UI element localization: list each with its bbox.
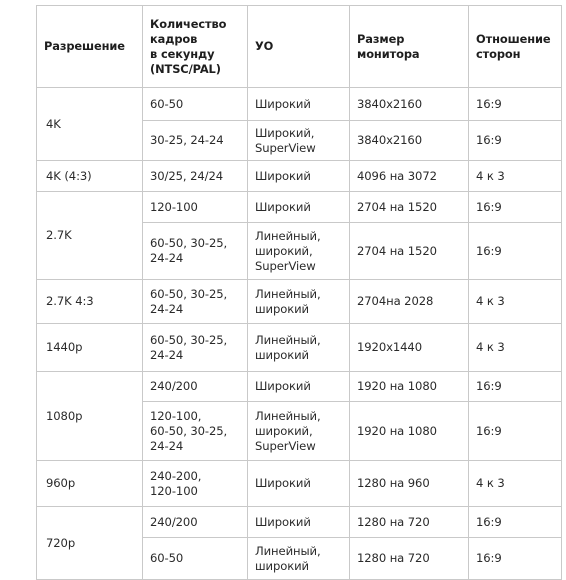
cell-fov: Широкий bbox=[248, 461, 350, 507]
cell-fov: Широкий bbox=[248, 161, 350, 192]
cell-monitor-size: 3840x2160 bbox=[350, 121, 469, 161]
cell-fps: 60-50, 30-25, 24-24 bbox=[143, 280, 248, 324]
header-monitor-size: Размер монитора bbox=[350, 6, 469, 88]
cell-fov: Широкий bbox=[248, 192, 350, 223]
header-resolution: Разрешение bbox=[37, 6, 143, 88]
table-row bbox=[37, 461, 562, 507]
table-row bbox=[37, 324, 562, 372]
cell-fps: 240/200 bbox=[143, 507, 248, 538]
cell-monitor-size: 1280 на 720 bbox=[350, 538, 469, 580]
cell-fps: 60-50, 30-25, 24-24 bbox=[143, 223, 248, 280]
cell-aspect-ratio: 4 к 3 bbox=[469, 280, 562, 324]
video-modes-table bbox=[36, 5, 562, 580]
cell-resolution: 2.7K bbox=[37, 192, 143, 280]
cell-aspect-ratio: 16:9 bbox=[469, 372, 562, 402]
cell-fov: Широкий bbox=[248, 372, 350, 402]
cell-resolution: 4K (4:3) bbox=[37, 161, 143, 192]
cell-monitor-size: 3840x2160 bbox=[350, 88, 469, 121]
header-row bbox=[37, 6, 562, 88]
cell-resolution: 960p bbox=[37, 461, 143, 507]
cell-monitor-size: 1920 на 1080 bbox=[350, 372, 469, 402]
cell-fps: 30-25, 24-24 bbox=[143, 121, 248, 161]
cell-fov: Широкий bbox=[248, 88, 350, 121]
cell-fps: 240-200, 120-100 bbox=[143, 461, 248, 507]
cell-fov: Широкий, SuperView bbox=[248, 121, 350, 161]
table-header bbox=[37, 6, 562, 88]
cell-resolution: 1440p bbox=[37, 324, 143, 372]
cell-aspect-ratio: 16:9 bbox=[469, 192, 562, 223]
cell-resolution: 4K bbox=[37, 88, 143, 161]
cell-aspect-ratio: 16:9 bbox=[469, 507, 562, 538]
cell-aspect-ratio: 4 к 3 bbox=[469, 324, 562, 372]
header-fps: Количество кадров в секунду (NTSC/PAL) bbox=[143, 6, 248, 88]
cell-resolution: 1080p bbox=[37, 372, 143, 461]
cell-aspect-ratio: 4 к 3 bbox=[469, 161, 562, 192]
cell-aspect-ratio: 16:9 bbox=[469, 402, 562, 461]
cell-fps: 60-50, 30-25, 24-24 bbox=[143, 324, 248, 372]
cell-monitor-size: 2704на 2028 bbox=[350, 280, 469, 324]
cell-monitor-size: 2704 на 1520 bbox=[350, 223, 469, 280]
table-row bbox=[37, 280, 562, 324]
cell-monitor-size: 2704 на 1520 bbox=[350, 192, 469, 223]
cell-fov: Широкий bbox=[248, 507, 350, 538]
header-aspect-ratio: Отношение сторон bbox=[469, 6, 562, 88]
cell-monitor-size: 4096 на 3072 bbox=[350, 161, 469, 192]
table-row bbox=[37, 192, 562, 223]
cell-resolution: 2.7K 4:3 bbox=[37, 280, 143, 324]
cell-fov: Линейный, широкий bbox=[248, 280, 350, 324]
table-row bbox=[37, 372, 562, 402]
cell-fps: 30/25, 24/24 bbox=[143, 161, 248, 192]
cell-aspect-ratio: 16:9 bbox=[469, 223, 562, 280]
table-row bbox=[37, 88, 562, 121]
table-body bbox=[37, 88, 562, 580]
cell-resolution: 720p bbox=[37, 507, 143, 580]
cell-fov: Линейный, широкий bbox=[248, 538, 350, 580]
cell-fps: 60-50 bbox=[143, 88, 248, 121]
table-row bbox=[37, 507, 562, 538]
cell-fps: 120-100 bbox=[143, 192, 248, 223]
cell-fov: Линейный, широкий, SuperView bbox=[248, 223, 350, 280]
cell-fps: 60-50 bbox=[143, 538, 248, 580]
cell-fov: Линейный, широкий, SuperView bbox=[248, 402, 350, 461]
cell-fps: 120-100, 60-50, 30-25, 24-24 bbox=[143, 402, 248, 461]
header-fov: УО bbox=[248, 6, 350, 88]
cell-aspect-ratio: 16:9 bbox=[469, 121, 562, 161]
cell-aspect-ratio: 4 к 3 bbox=[469, 461, 562, 507]
cell-aspect-ratio: 16:9 bbox=[469, 538, 562, 580]
cell-monitor-size: 1920x1440 bbox=[350, 324, 469, 372]
cell-fps: 240/200 bbox=[143, 372, 248, 402]
cell-monitor-size: 1920 на 1080 bbox=[350, 402, 469, 461]
table-row bbox=[37, 161, 562, 192]
cell-monitor-size: 1280 на 960 bbox=[350, 461, 469, 507]
cell-monitor-size: 1280 на 720 bbox=[350, 507, 469, 538]
cell-fov: Линейный, широкий bbox=[248, 324, 350, 372]
cell-aspect-ratio: 16:9 bbox=[469, 88, 562, 121]
